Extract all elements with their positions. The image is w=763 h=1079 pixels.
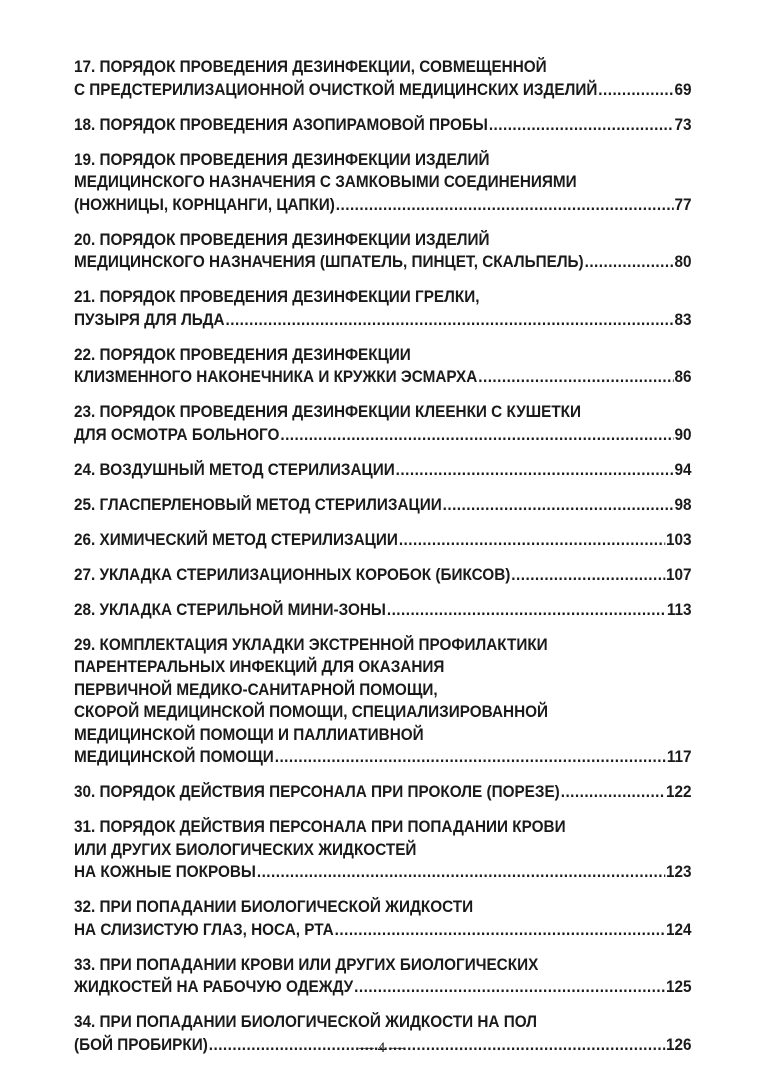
toc-entry-title-line: 18. ПОРЯДОК ПРОВЕДЕНИЯ АЗОПИРАМОВОЙ ПРОБЫ [74,115,488,134]
toc-entry [74,564,692,587]
toc-entry-title-line: 21. ПОРЯДОК ПРОВЕДЕНИЯ ДЕЗИНФЕКЦИИ ГРЕЛКИ, [74,288,480,306]
toc-page-number: 103 [666,530,692,549]
toc-page-number: 122 [666,783,692,801]
toc-entry-last-line [74,861,692,884]
page-number-footer: — 4 — [359,1040,404,1056]
toc-entry-last-line [74,309,692,332]
toc-entry-title-line: 31. ПОРЯДОК ДЕЙСТВИЯ ПЕРСОНАЛА ПРИ ПОПАДАНИИ КРОВИ [74,818,566,836]
toc-entry-title-line: 30. ПОРЯДОК ДЕЙСТВИЯ ПЕРСОНАЛА ПРИ ПРОКОЛЕ (ПОРЕЗЕ) [74,783,560,801]
toc-entry [74,954,692,999]
toc-entry-title-line: 32. ПРИ ПОПАДАНИИ БИОЛОГИЧЕСКОЙ ЖИДКОСТИ [74,898,474,916]
toc-entry-last-line [74,976,692,999]
toc-entry [74,149,692,217]
toc-page-number: 69 [674,80,692,99]
toc-entry-title-line: 20. ПОРЯДОК ПРОВЕДЕНИЯ ДЕЗИНФЕКЦИИ ИЗДЕЛИЙ [74,230,490,249]
toc-page-number: 94 [674,460,692,479]
toc-entry-title-line: 22. ПОРЯДОК ПРОВЕДЕНИЯ ДЕЗИНФЕКЦИИ [74,345,411,364]
toc-entry [74,529,692,552]
toc-entry-title-line: ИЛИ ДРУГИХ БИОЛОГИЧЕСКИХ ЖИДКОСТЕЙ [74,840,417,859]
toc-entry-title-line: 25. ГЛАСПЕРЛЕНОВЫЙ МЕТОД СТЕРИЛИЗАЦИИ [74,495,442,514]
toc-page-number: 117 [666,748,692,766]
dot-leader [275,746,666,769]
toc-entry-last-line [74,366,692,389]
toc-entry-last-line [74,564,692,587]
dot-leader [478,366,673,389]
toc-entry [74,56,692,101]
toc-entry [74,494,692,517]
dot-leader [396,459,674,482]
toc-entry-title-line: ЖИДКОСТЕЙ НА РАБОЧУЮ ОДЕЖДУ [74,978,354,996]
toc-entry-last-line [74,781,692,804]
toc-entry-last-line [74,424,692,447]
toc-page-number: 107 [666,565,692,584]
dot-leader [335,919,665,942]
toc-entry-title-line: ПЕРВИЧНОЙ МЕДИКО-САНИТАРНОЙ ПОМОЩИ, [74,680,438,699]
dot-leader [443,494,674,517]
dot-leader [226,309,674,332]
toc-entry-title-line: 34. ПРИ ПОПАДАНИИ БИОЛОГИЧЕСКОЙ ЖИДКОСТИ НА ПОЛ [74,1013,538,1031]
toc-entry-title-line: 24. ВОЗДУШНЫЙ МЕТОД СТЕРИЛИЗАЦИИ [74,460,395,479]
toc-entry [74,286,692,331]
toc-page-number: 123 [666,863,692,881]
toc-entry [74,896,692,941]
toc-entry [74,459,692,482]
toc-page-number: 126 [666,1035,692,1054]
toc-page-number: 83 [674,310,692,329]
toc-entry-last-line [74,599,692,622]
toc-page-number: 90 [674,425,692,444]
toc-entry-last-line [74,529,692,552]
dot-leader [336,194,674,217]
toc-entry-title-line: 33. ПРИ ПОПАДАНИИ КРОВИ ИЛИ ДРУГИХ БИОЛОГИЧЕСКИХ [74,955,539,974]
toc-entry-title-line: 28. УКЛАДКА СТЕРИЛЬНОЙ МИНИ-ЗОНЫ [74,600,386,619]
toc-entry-title-line: (БОЙ ПРОБИРКИ) [74,1035,208,1054]
toc-entry [74,781,692,804]
toc-entry-title-line: 26. ХИМИЧЕСКИЙ МЕТОД СТЕРИЛИЗАЦИИ [74,530,398,549]
toc-page-number: 113 [666,600,692,619]
toc-page-number: 125 [666,978,692,996]
toc-entry-last-line [74,746,692,769]
toc-entry-last-line [74,194,692,217]
toc-entry-title-line: С ПРЕДСТЕРИЛИЗАЦИОННОЙ ОЧИСТКОЙ МЕДИЦИНСКИХ ИЗДЕЛИЙ [74,80,598,99]
toc-entry-title-line: НА СЛИЗИСТУЮ ГЛАЗ, НОСА, РТА [74,920,334,939]
toc-entry-title-line: МЕДИЦИНСКОЙ ПОМОЩИ И ПАЛЛИАТИВНОЙ [74,725,424,744]
toc-entry [74,401,692,446]
toc-entry-title-line: НА КОЖНЫЕ ПОКРОВЫ [74,863,256,881]
toc-entry-last-line [74,919,692,942]
toc-entry-title-line: МЕДИЦИНСКОЙ ПОМОЩИ [74,748,274,766]
dot-leader [561,781,665,804]
dot-leader [489,114,674,137]
toc-entry-title-line: 17. ПОРЯДОК ПРОВЕДЕНИЯ ДЕЗИНФЕКЦИИ, СОВМЕЩЕННОЙ [74,58,547,76]
toc-entry [74,344,692,389]
toc-entry [74,599,692,622]
dot-leader [399,529,665,552]
toc-entry-title-line: ПУЗЫРЯ ДЛЯ ЛЬДА [74,310,225,329]
toc-entry-last-line [74,459,692,482]
dot-leader [585,251,674,274]
toc-entry-title-line: (НОЖНИЦЫ, КОРНЦАНГИ, ЦАПКИ) [74,195,335,214]
toc-page-number: 73 [674,115,692,134]
toc-page-number: 124 [666,920,692,939]
dot-leader [598,79,673,102]
toc-entry-title-line: МЕДИЦИНСКОГО НАЗНАЧЕНИЯ (ШПАТЕЛЬ, ПИНЦЕТ, СКАЛЬПЕЛЬ) [74,253,584,271]
toc-page-number: 80 [674,253,692,271]
dot-leader [511,564,665,587]
toc-entry-title-line: 19. ПОРЯДОК ПРОВЕДЕНИЯ ДЕЗИНФЕКЦИИ ИЗДЕЛИЙ [74,150,490,169]
toc-entry-title-line: ПАРЕНТЕРАЛЬНЫХ ИНФЕКЦИЙ ДЛЯ ОКАЗАНИЯ [74,658,445,676]
toc-entry-last-line [74,494,692,517]
toc-entry [74,816,692,884]
dot-leader [354,976,665,999]
toc-entry-title-line: МЕДИЦИНСКОГО НАЗНАЧЕНИЯ С ЗАМКОВЫМИ СОЕДИНЕНИЯМИ [74,173,577,191]
toc-entry-title-line: 23. ПОРЯДОК ПРОВЕДЕНИЯ ДЕЗИНФЕКЦИИ КЛЕЕНКИ С КУШЕТКИ [74,403,582,421]
toc-entry-title-line: ДЛЯ ОСМОТРА БОЛЬНОГО [74,425,280,444]
dot-leader [280,424,673,447]
toc-entry-title-line: СКОРОЙ МЕДИЦИНСКОЙ ПОМОЩИ, СПЕЦИАЛИЗИРОВАННОЙ [74,703,549,721]
dot-leader [387,599,666,622]
toc-entry-title-line: КЛИЗМЕННОГО НАКОНЕЧНИКА И КРУЖКИ ЭСМАРХА [74,368,478,386]
toc-entry-last-line [74,114,692,137]
toc-entry [74,634,692,769]
toc-page-number: 77 [674,195,692,214]
toc-page-number: 98 [674,495,692,514]
toc-entry [74,114,692,137]
toc-entry-title-line: 27. УКЛАДКА СТЕРИЛИЗАЦИОННЫХ КОРОБОК (БИКСОВ) [74,565,511,584]
toc-entry-last-line [74,251,692,274]
toc-entry-title-line: 29. КОМПЛЕКТАЦИЯ УКЛАДКИ ЭКСТРЕННОЙ ПРОФИЛАКТИКИ [74,635,548,654]
toc-page-number: 86 [674,368,692,386]
table-of-contents [74,56,692,1069]
dot-leader [257,861,665,884]
toc-entry-last-line [74,79,692,102]
toc-entry [74,229,692,274]
